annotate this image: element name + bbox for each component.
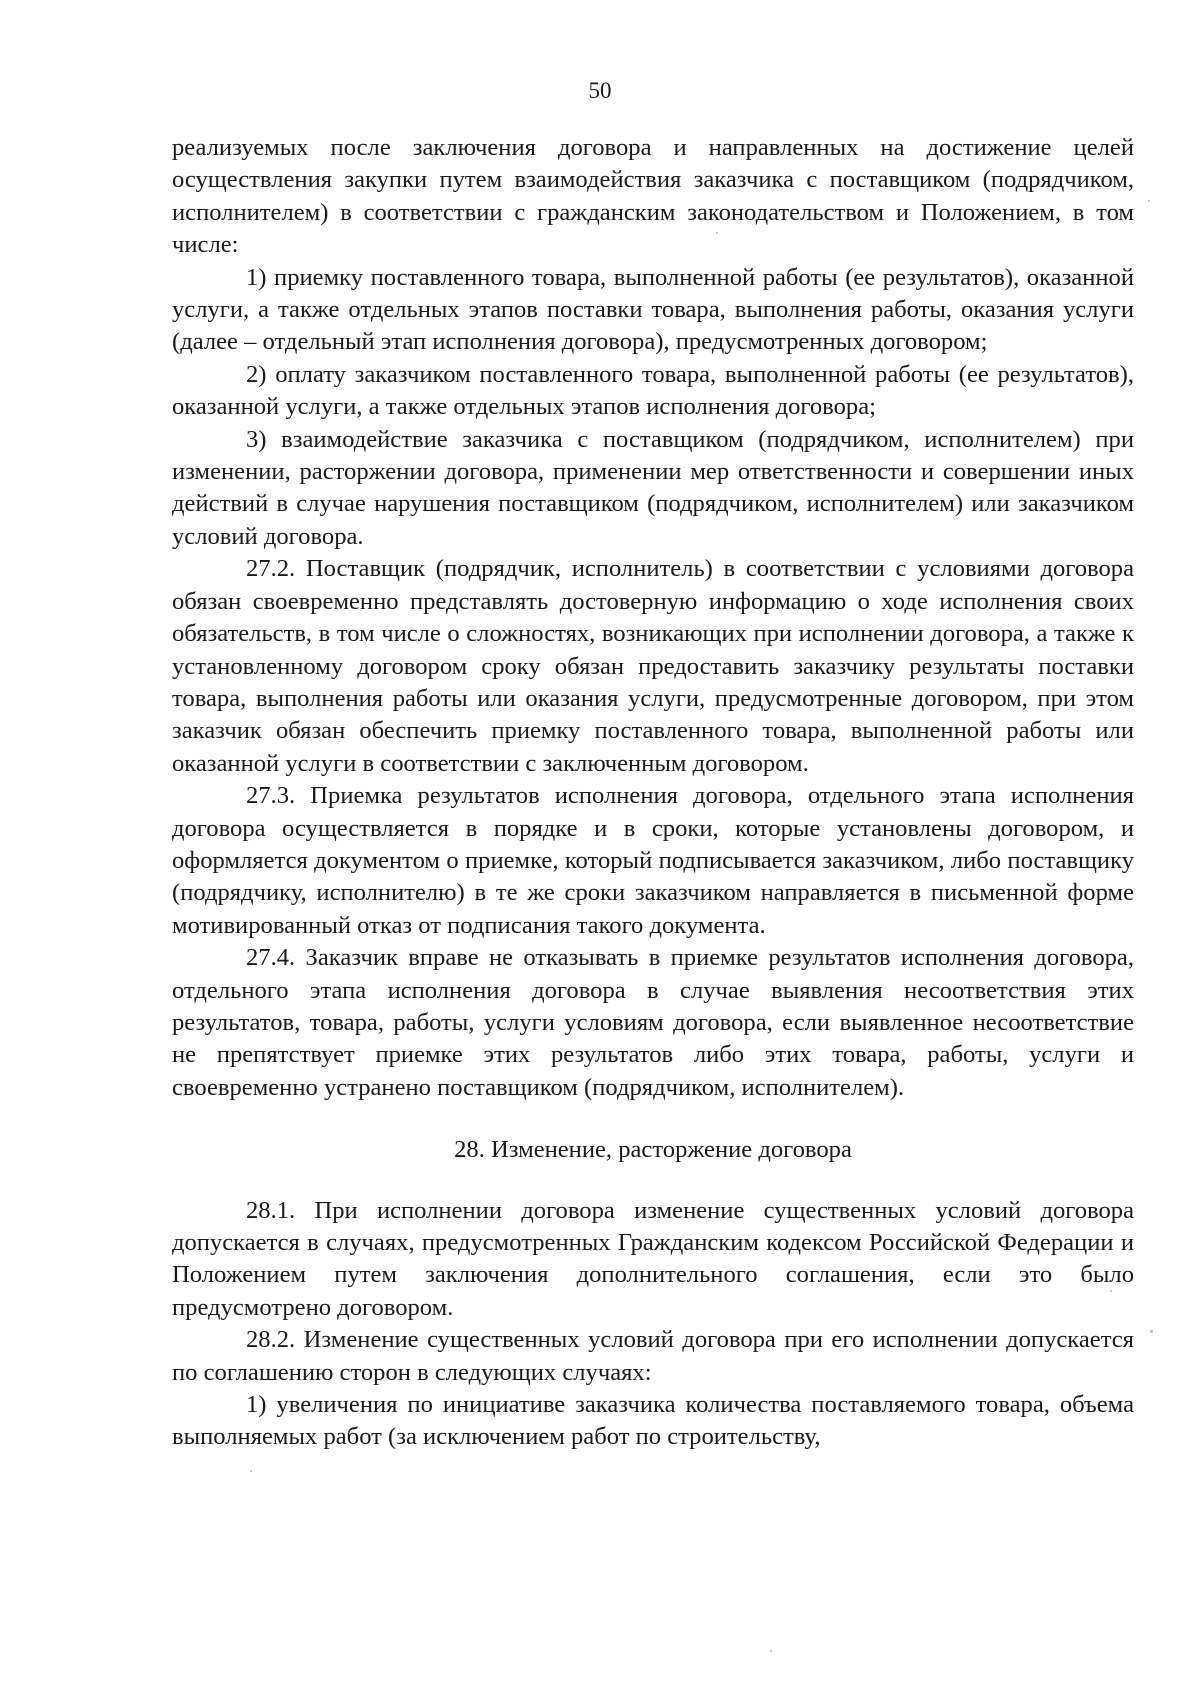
paragraph: 27.2. Поставщик (подрядчик, исполнитель) в соответствии с условиями договора обязан своевременно представлять достоверную информацию о ходе исполнения своих обязательств, в том числе о сложностях, возникающих при исполнении договора, а также к установленному договором сроку обязан предоставить заказчику результаты поставки товара, выполнения работы или оказания услуги, предусмотренные договором, при этом заказчик обязан обеспечить приемку поставленного товара, выполненной работы или оказанной услуги в соответствии с заключенным договором.	[172, 555, 1134, 777]
paragraph: 1) приемку поставленного товара, выполненной работы (ее результатов), оказанной услуги, а также отдельных этапов поставки товара, выполнения работы, оказания услуги (далее – отдельный этап исполнения договора), предусмотренных договором;	[172, 263, 1134, 356]
paragraph: 1) увеличения по инициативе заказчика количества поставляемого товара, объема выполняемых работ (за исключением работ по строительству,	[172, 1391, 1134, 1451]
page-number: 50	[588, 78, 612, 103]
document-body	[172, 132, 1134, 1454]
paragraph: 3) взаимодействие заказчика с поставщиком (подрядчиком, исполнителем) при изменении, расторжении договора, применении мер ответственности и совершении иных действий в случае нарушения поставщиком (подрядчиком, исполнителем) или заказчиком условий договора.	[172, 425, 1134, 550]
section-title: 28. Изменение, расторжение договора	[454, 1136, 852, 1164]
paragraph: 28.1. При исполнении договора изменение существенных условий договора допускается в случаях, предусмотренных Гражданским кодексом Российской Федерации и Положением путем заключения дополнительного соглашения, если это было предусмотрено договором.	[172, 1196, 1134, 1321]
paragraph: 28.2. Изменение существенных условий договора при его исполнении допускается по соглашению сторон в следующих случаях:	[172, 1326, 1134, 1386]
paragraph: 27.3. Приемка результатов исполнения договора, отдельного этапа исполнения договора осуществляется в порядке и в сроки, которые установлены договором, и оформляется документом о приемке, который подписывается заказчиком, либо поставщику (подрядчику, исполнителю) в те же сроки заказчиком направляется в письменной форме мотивированный отказ от подписания такого документа.	[172, 782, 1134, 939]
paragraphs-bottom	[172, 1195, 1134, 1454]
paragraph: реализуемых после заключения договора и направленных на достижение целей осуществления закупки путем взаимодействия заказчика с поставщиком (подрядчиком, исполнителем) в соответствии с гражданским законодательством и Положением, в том числе:	[172, 134, 1134, 259]
paragraph: 2) оплату заказчиком поставленного товара, выполненной работы (ее результатов), оказанной услуги, а также отдельных этапов исполнения договора;	[172, 360, 1134, 421]
paragraph: 27.4. Заказчик вправе не отказывать в приемке результатов исполнения договора, отдельного этапа исполнения договора в случае выявления несоответствия этих результатов, товара, работы, услуги условиям договора, если выявленное несоответствие не препятствует приемке этих результатов либо этих товара, работы, услуги и своевременно устранено поставщиком (подрядчиком, исполнителем).	[172, 944, 1134, 1101]
paragraphs-top	[172, 132, 1134, 1104]
